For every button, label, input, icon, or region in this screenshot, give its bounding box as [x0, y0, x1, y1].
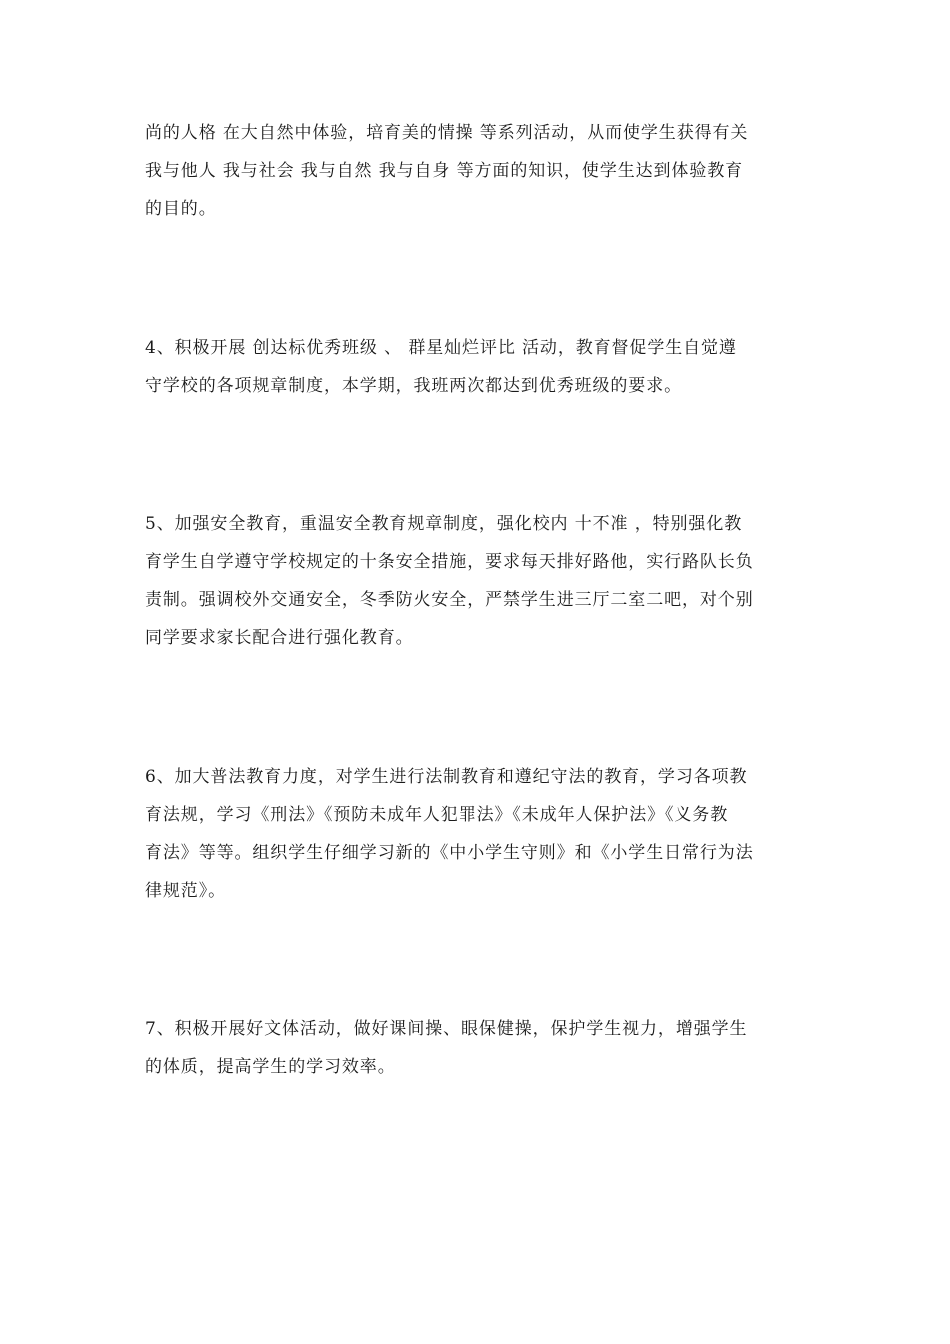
paragraph-line: 育学生自学遵守学校规定的十条安全措施，要求每天排好路他，实行路队长负 [145, 552, 754, 572]
paragraph-line: 7、积极开展好文体活动，做好课间操、眼保健操，保护学生视力，增强学生 [145, 1019, 748, 1039]
paragraph-line: 5、加强安全教育，重温安全教育规章制度，强化校内 十不准 ，特别强化教 [145, 514, 743, 534]
paragraph-line: 育法》等等。组织学生仔细学习新的《中小学生守则》和《小学生日常行为法 [145, 843, 754, 863]
paragraph-line: 律规范》。 [145, 881, 226, 901]
paragraph-line: 4、积极开展 创达标优秀班级 、 群星灿烂评比 活动，教育督促学生自觉遵 [145, 338, 737, 358]
paragraph-line: 的体质，提高学生的学习效率。 [145, 1057, 396, 1077]
paragraph-line: 育法规，学习《刑法》《预防未成年人犯罪法》《未成年人保护法》《义务教 [145, 805, 729, 825]
paragraph-line: 责制。强调校外交通安全，冬季防火安全，严禁学生进三厅二室二吧，对个别 [145, 590, 754, 610]
paragraph-line: 同学要求家长配合进行强化教育。 [145, 628, 414, 648]
paragraph-line: 守学校的各项规章制度，本学期，我班两次都达到优秀班级的要求。 [145, 376, 682, 396]
paragraph-line: 我与他人 我与社会 我与自然 我与自身 等方面的知识，使学生达到体验教育 [145, 161, 744, 181]
paragraph-line: 的目的。 [145, 199, 217, 219]
paragraph-line: 6、加大普法教育力度，对学生进行法制教育和遵纪守法的教育，学习各项教 [145, 767, 748, 787]
paragraph-line: 尚的人格 在大自然中体验，培育美的情操 等系列活动，从而使学生获得有关 [145, 123, 749, 143]
